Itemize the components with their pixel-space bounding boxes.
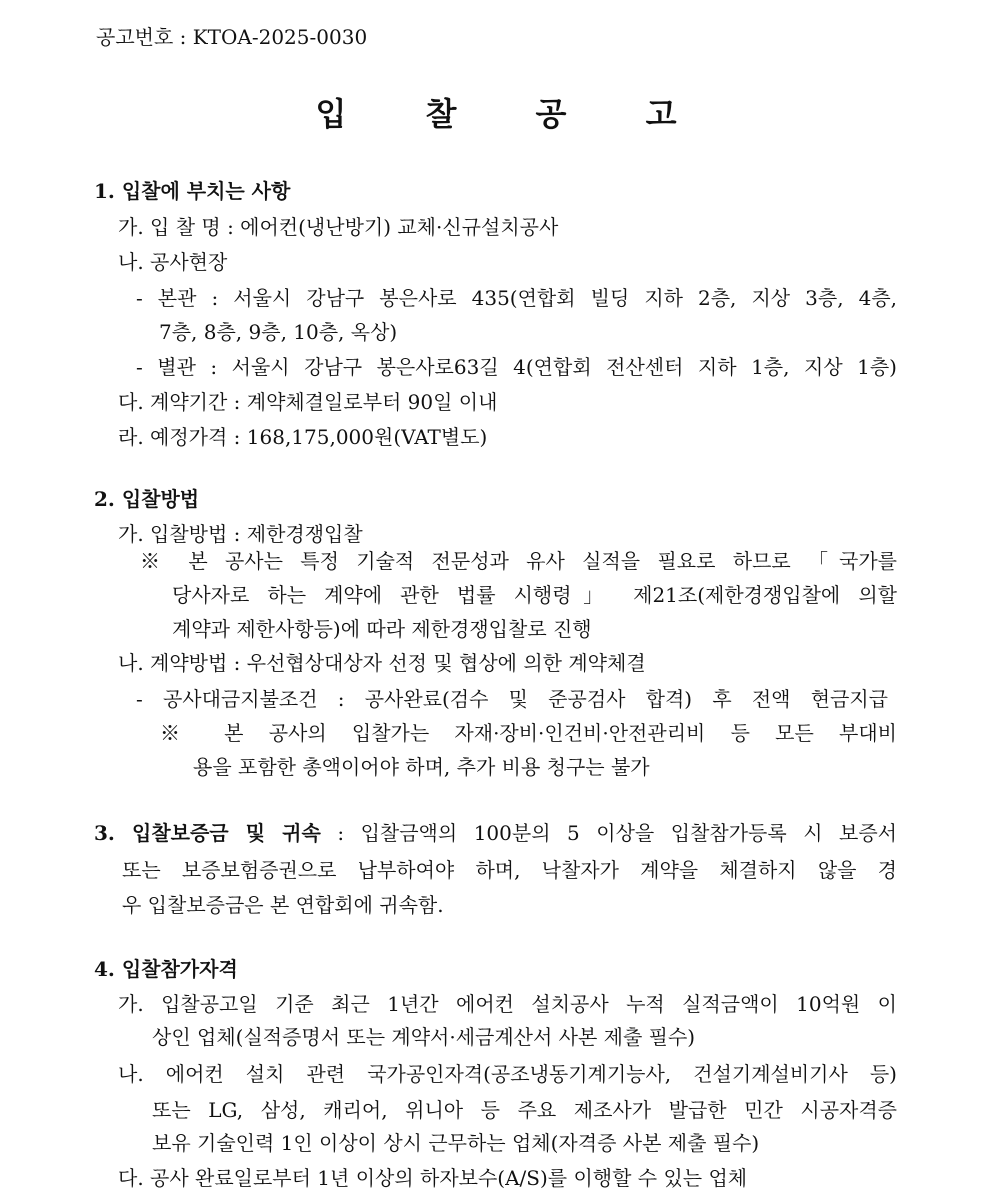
- section4-item-na-line2: 또는 LG, 삼성, 캐리어, 위니아 등 주요 제조사가 발급한 민간 시공자격증: [152, 1098, 897, 1122]
- main-building-site-line1: - 본관 : 서울시 강남구 봉은사로 435(연합회 빌딩 지하 2층, 지상 3층, 4층,: [136, 286, 897, 310]
- section3-heading: 3. 입찰보증금 및 귀속: [94, 821, 321, 845]
- section2-item-na: 나. 계약방법 : 우선협상대상자 선정 및 협상에 의한 계약체결: [118, 651, 646, 675]
- restricted-bid-note-line1: ※ 본 공사는 특정 기술적 전문성과 유사 실적을 필요로 하므로 「국가를: [140, 549, 897, 573]
- section3-line3: 우 입찰보증금은 본 연합회에 귀속함.: [122, 893, 444, 917]
- section1-heading: 1. 입찰에 부치는 사항: [94, 179, 291, 203]
- restricted-bid-note-line3: 계약과 제한사항등)에 따라 제한경쟁입찰로 진행: [172, 617, 592, 641]
- section4-heading: 4. 입찰참가자격: [94, 957, 238, 981]
- section1-item-da: 다. 계약기간 : 계약체결일로부터 90일 이내: [118, 390, 498, 414]
- section3-line1: [94, 818, 897, 848]
- document-title: 입 찰 공 고: [315, 95, 711, 133]
- main-building-site-line2: 7층, 8층, 9층, 10층, 옥상): [159, 320, 398, 344]
- section4-item-da: 다. 공사 완료일로부터 1년 이상의 하자보수(A/S)를 이행할 수 있는 업체: [118, 1166, 748, 1190]
- section4-item-ga-line2: 상인 업체(실적증명서 또는 계약서·세금계산서 사본 제출 필수): [152, 1025, 696, 1049]
- payment-condition: - 공사대금지불조건 : 공사완료(검수 및 준공검사 합격) 후 전액 현금지급: [136, 687, 888, 711]
- bid-price-note-line2: 용을 포함한 총액이어야 하며, 추가 비용 청구는 불가: [193, 755, 650, 779]
- section4-item-na-line1: 나. 에어컨 설치 관련 국가공인자격(공조냉동기계기능사, 건설기계설비기사 등): [118, 1062, 897, 1086]
- section3-line1-text: : 입찰금액의 100분의 5 이상을 입찰참가등록 시 보증서: [320, 821, 897, 845]
- section1-item-na: 나. 공사현장: [118, 250, 228, 274]
- section1-item-ra: 라. 예정가격 : 168,175,000원(VAT별도): [118, 425, 488, 449]
- section2-item-ga: 가. 입찰방법 : 제한경쟁입찰: [118, 522, 363, 546]
- notice-number: 공고번호 : KTOA-2025-0030: [96, 25, 368, 49]
- restricted-bid-note-line2: 당사자로 하는 계약에 관한 법률 시행령」 제21조(제한경쟁입찰에 의할: [172, 583, 897, 607]
- annex-building-site: - 별관 : 서울시 강남구 봉은사로63길 4(연합회 전산센터 지하 1층, 지상 1층): [136, 355, 897, 379]
- section4-item-na-line3: 보유 기술인력 1인 이상이 상시 근무하는 업체(자격증 사본 제출 필수): [152, 1131, 760, 1155]
- section2-heading: 2. 입찰방법: [94, 487, 200, 511]
- bid-price-note-line1: ※ 본 공사의 입찰가는 자재·장비·인건비·안전관리비 등 모든 부대비: [160, 721, 897, 745]
- section3-line2: 또는 보증보험증권으로 납부하여야 하며, 낙찰자가 계약을 체결하지 않을 경: [122, 858, 897, 882]
- section4-item-ga-line1: 가. 입찰공고일 기준 최근 1년간 에어컨 설치공사 누적 실적금액이 10억원 이: [118, 992, 897, 1016]
- section1-item-ga: 가. 입 찰 명 : 에어컨(냉난방기) 교체·신규설치공사: [118, 215, 559, 239]
